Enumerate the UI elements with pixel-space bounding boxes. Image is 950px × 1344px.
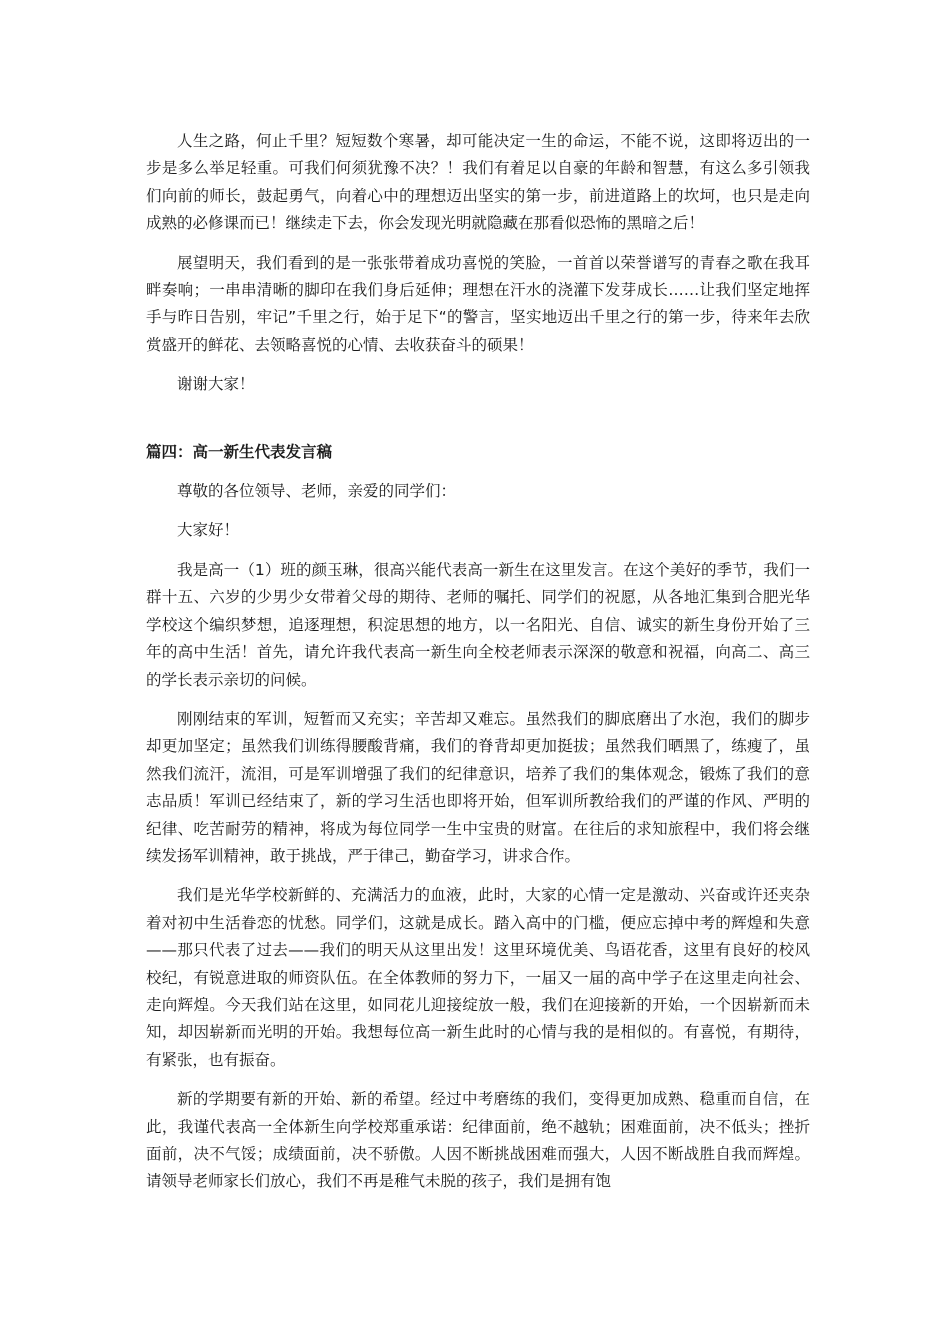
- paragraph: 新的学期要有新的开始、新的希望。经过中考磨练的我们，变得更加成熟、稳重而自信，在此，我谨代表高一全体新生向学校郑重承诺：纪律面前，绝不越轨；困难面前，决不低头；挫折面前，决不气馁；成绩面前，决不骄傲。人因不断挑战困难而强大，人因不断战胜自我而辉煌。请领导老师家长们放心，我们不再是稚气未脱的孩子，我们是拥有饱: [146, 1090, 810, 1191]
- paragraph-salutation: 尊敬的各位领导、老师，亲爱的同学们：: [177, 482, 457, 501]
- paragraph: 我们是光华学校新鲜的、充满活力的血液，此时，大家的心情一定是激动、兴奋或许还夹杂着对初中生活眷恋的忧愁。同学们，这就是成长。踏入高中的门槛，便应忘掉中考的辉煌和失意——那只代表了过去——我们的明天从这里出发！这里环境优美、鸟语花香，这里有良好的校风校纪，有锐意进取的师资队伍。在全体教师的努力下，一届又一届的高中学子在这里走向社会、走向辉煌。今天我们站在这里，如同花儿迎接绽放一般，我们在迎接新的开始，一个因崭新而未知，却因崭新而光明的开始。我想每位高一新生此时的心情与我的是相似的。有喜悦，有期待，有紧张，也有振奋。: [146, 886, 810, 1069]
- paragraph: 展望明天，我们看到的是一张张带着成功喜悦的笑脸，一首首以荣誉谱写的青春之歌在我耳畔奏响；一串串清晰的脚印在我们身后延伸；理想在汗水的浇灌下发芽成长……让我们坚定地挥手与昨日告别，牢记”千里之行，始于足下“的警言，坚实地迈出千里之行的第一步，待来年去欣赏盛开的鲜花、去领略喜悦的心情、去收获奋斗的硕果！: [146, 253, 810, 354]
- paragraph-thanks: 谢谢大家！: [177, 375, 255, 394]
- section-title: 篇四：高一新生代表发言稿: [146, 442, 333, 461]
- paragraph: 我是高一（1）班的颜玉琳，很高兴能代表高一新生在这里发言。在这个美好的季节，我们一群十五、六岁的少男少女带着父母的期待、老师的嘱托、同学们的祝愿，从各地汇集到合肥光华学校这个编织梦想，追逐理想，积淀思想的地方，以一名阳光、自信、诚实的新生身份开始了三年的高中生活！首先，请允许我代表高一新生向全校老师表示深深的敬意和祝福，向高二、高三的学长表示亲切的问候。: [146, 560, 810, 689]
- paragraph: 人生之路，何止千里？短短数个寒暑，却可能决定一生的命运，不能不说，这即将迈出的一步是多么举足轻重。可我们何须犹豫不决？！我们有着足以自豪的年龄和智慧，有这么多引领我们向前的师长，鼓起勇气，向着心中的理想迈出坚实的第一步，前进道路上的坎坷，也只是走向成熟的必修课而已！继续走下去，你会发现光明就隐藏在那看似恐怖的黑暗之后！: [146, 132, 810, 233]
- paragraph: 刚刚结束的军训，短暂而又充实；辛苦却又难忘。虽然我们的脚底磨出了水泡，我们的脚步却更加坚定；虽然我们训练得腰酸背痛，我们的脊背却更加挺拔；虽然我们晒黑了，练瘦了，虽然我们流汗，流泪，可是军训增强了我们的纪律意识，培养了我们的集体观念，锻炼了我们的意志品质！军训已经结束了，新的学习生活也即将开始，但军训所教给我们的严谨的作风、严明的纪律、吃苦耐劳的精神，将成为每位同学一生中宝贵的财富。在往后的求知旅程中，我们将会继续发扬军训精神，敢于挑战，严于律己，勤奋学习，讲求合作。: [146, 709, 810, 865]
- document-body: [146, 128, 810, 1208]
- paragraph-greeting: 大家好！: [177, 521, 240, 540]
